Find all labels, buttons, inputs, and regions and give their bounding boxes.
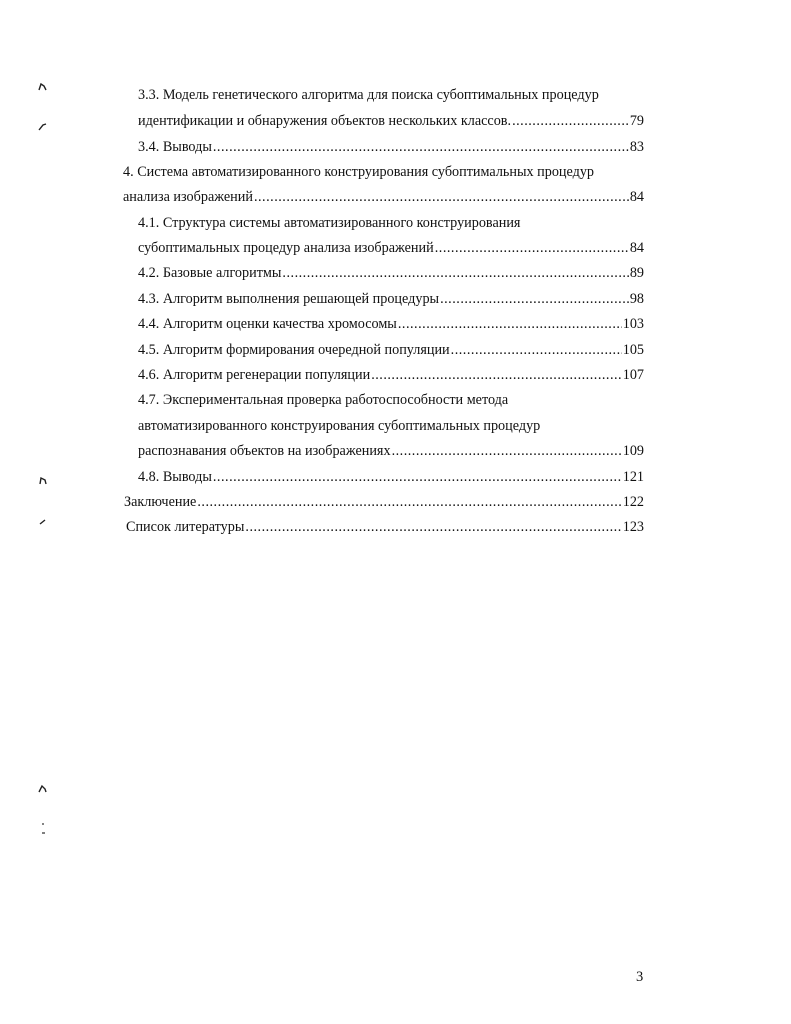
toc-entry-title: 4.3. Алгоритм выполнения решающей процедуры — [138, 291, 440, 307]
toc-entry-title: 4.4. Алгоритм оценки качества хромосомы — [138, 316, 397, 332]
toc-entry[interactable] — [138, 339, 644, 361]
toc-entry-title: 4.6. Алгоритм регенерации популяции — [138, 367, 371, 383]
toc-line-text: 3.3. Модель генетического алгоритма для поиска субоптимальных процедур — [138, 87, 599, 103]
toc-entry-title: 4.2. Базовые алгоритмы — [138, 265, 282, 281]
dot-leader — [213, 136, 629, 158]
toc-page-number: 109 — [622, 443, 644, 459]
toc-page-number: 123 — [622, 519, 644, 535]
toc-line-text: 4.7. Экспериментальная проверка работоспособности метода — [138, 392, 509, 408]
dot-leader — [435, 237, 629, 259]
toc-entry-title: Заключение — [124, 494, 197, 510]
scan-mark — [38, 122, 48, 132]
toc-line-text: 4. Система автоматизированного конструирования субоптимальных процедур — [123, 164, 595, 180]
toc-entry-title: 3.4. Выводы — [138, 139, 212, 155]
toc-entry[interactable] — [123, 186, 644, 208]
scan-mark — [38, 82, 48, 92]
toc-line — [138, 212, 520, 234]
dot-leader — [245, 516, 621, 538]
toc-entry[interactable] — [138, 262, 644, 284]
toc-page-number: 105 — [622, 342, 644, 358]
dot-leader — [398, 313, 622, 335]
toc-entry-title: 4.5. Алгоритм формирования очередной популяции — [138, 342, 450, 358]
scan-mark — [38, 476, 48, 486]
toc-line-text: автоматизированного конструирования субоптимальных процедур — [138, 418, 541, 434]
toc-entry[interactable] — [138, 110, 644, 132]
toc-line — [138, 84, 599, 106]
toc-page-number: 98 — [629, 291, 644, 307]
toc-entry[interactable] — [138, 364, 644, 386]
toc-line — [123, 161, 594, 183]
dot-leader — [213, 466, 622, 488]
toc-entry-title: распознавания объектов на изображениях — [138, 443, 391, 459]
scan-mark — [38, 822, 48, 832]
toc-page-number: 84 — [629, 189, 644, 205]
toc-page-number: 79 — [629, 113, 644, 129]
toc-entry-title: анализа изображений — [123, 189, 253, 205]
toc-line — [138, 415, 540, 437]
toc-entry-title: субоптимальных процедур анализа изображений — [138, 240, 434, 256]
toc-entry-title: 4.8. Выводы — [138, 469, 212, 485]
toc-entry[interactable] — [138, 136, 644, 158]
toc-line-text: 4.1. Структура системы автоматизированного конструирования — [138, 215, 521, 231]
toc-page-number: 89 — [629, 265, 644, 281]
dot-leader — [254, 186, 629, 208]
scan-mark — [38, 517, 48, 527]
toc-entry[interactable] — [138, 313, 644, 335]
toc-entry[interactable] — [124, 491, 644, 513]
toc-page-number: 122 — [622, 494, 644, 510]
toc-entry[interactable] — [138, 440, 644, 462]
toc-page-number: 83 — [629, 139, 644, 155]
dot-leader — [512, 110, 629, 132]
toc-entry[interactable] — [126, 516, 644, 538]
dot-leader — [451, 339, 622, 361]
scan-mark — [38, 784, 48, 794]
dot-leader — [440, 288, 629, 310]
dot-leader — [282, 262, 628, 284]
toc-entry-title: Список литературы — [126, 519, 245, 535]
toc-entry[interactable] — [138, 237, 644, 259]
toc-page-number: 107 — [622, 367, 644, 383]
toc-entry[interactable] — [138, 288, 644, 310]
page-number: 3 — [636, 969, 644, 985]
dot-leader — [392, 440, 622, 462]
toc-page-number: 84 — [629, 240, 644, 256]
dot-leader — [371, 364, 622, 386]
toc-entry-title: идентификации и обнаружения объектов нескольких классов. — [138, 113, 512, 129]
toc-entry[interactable] — [138, 466, 644, 488]
toc-line — [138, 389, 508, 411]
toc-page-number: 103 — [622, 316, 644, 332]
dot-leader — [197, 491, 621, 513]
toc-page-number: 121 — [622, 469, 644, 485]
